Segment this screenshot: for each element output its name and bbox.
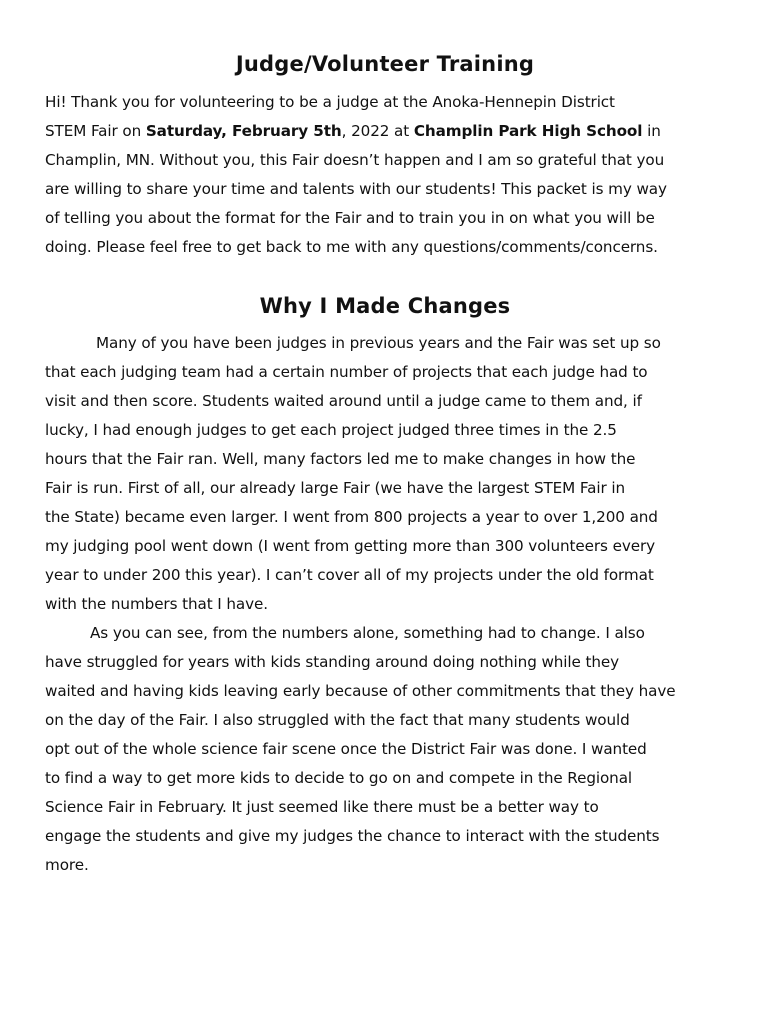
text-line: with the numbers that I have. — [45, 595, 268, 613]
text-line: lucky, I had enough judges to get each project judged three times in the 2.5 — [45, 421, 617, 439]
text-line: engage the students and give my judges the chance to interact with the students — [45, 827, 660, 845]
text-line: hours that the Fair ran. Well, many factors led me to make changes in how the — [45, 450, 636, 468]
body-paragraph — [45, 619, 735, 880]
text-line: Champlin, MN. Without you, this Fair doesn’t happen and I am so grateful that you — [45, 151, 665, 169]
section-title: Why I Made Changes — [259, 294, 511, 318]
text-line: that each judging team had a certain number of projects that each judge had to — [45, 363, 648, 381]
intro-paragraph — [45, 88, 735, 262]
text-line: my judging pool went down (I went from getting more than 300 volunteers every — [45, 537, 655, 555]
text-line — [45, 117, 735, 146]
text-line: are willing to share your time and talents with our students! This packet is my way — [45, 180, 667, 198]
text-line: Many of you have been judges in previous years and the Fair was set up so — [96, 334, 661, 352]
body-paragraph — [45, 329, 735, 619]
text-line: more. — [45, 856, 89, 874]
text-run: in — [642, 122, 661, 140]
text-line: doing. Please feel free to get back to me with any questions/comments/concerns. — [45, 238, 658, 256]
text-line: opt out of the whole science fair scene once the District Fair was done. I wanted — [45, 740, 647, 758]
text-line: the State) became even larger. I went from 800 projects a year to over 1,200 and — [45, 508, 658, 526]
text-line: to find a way to get more kids to decide to go on and compete in the Regional — [45, 769, 633, 787]
text-line: of telling you about the format for the Fair and to train you in on what you will be — [45, 209, 655, 227]
text-run: STEM Fair on — [45, 122, 146, 140]
text-line: have struggled for years with kids standing around doing nothing while they — [45, 653, 620, 671]
fair-venue: Champlin Park High School — [413, 122, 643, 140]
text-line: Hi! Thank you for volunteering to be a judge at the Anoka-Hennepin District — [45, 93, 615, 111]
text-line: Science Fair in February. It just seemed like there must be a better way to — [45, 798, 599, 816]
text-line: As you can see, from the numbers alone, something had to change. I also — [90, 624, 645, 642]
text-run: , 2022 at — [341, 122, 414, 140]
text-line: year to under 200 this year). I can’t cover all of my projects under the old format — [45, 566, 654, 584]
text-line: waited and having kids leaving early because of other commitments that they have — [45, 682, 676, 700]
page-title: Judge/Volunteer Training — [235, 52, 535, 76]
fair-date: Saturday, February 5th — [145, 122, 342, 140]
text-line: visit and then score. Students waited around until a judge came to them and, if — [45, 392, 642, 410]
text-line: on the day of the Fair. I also struggled with the fact that many students would — [45, 711, 630, 729]
text-line: Fair is run. First of all, our already large Fair (we have the largest STEM Fair in — [45, 479, 625, 497]
